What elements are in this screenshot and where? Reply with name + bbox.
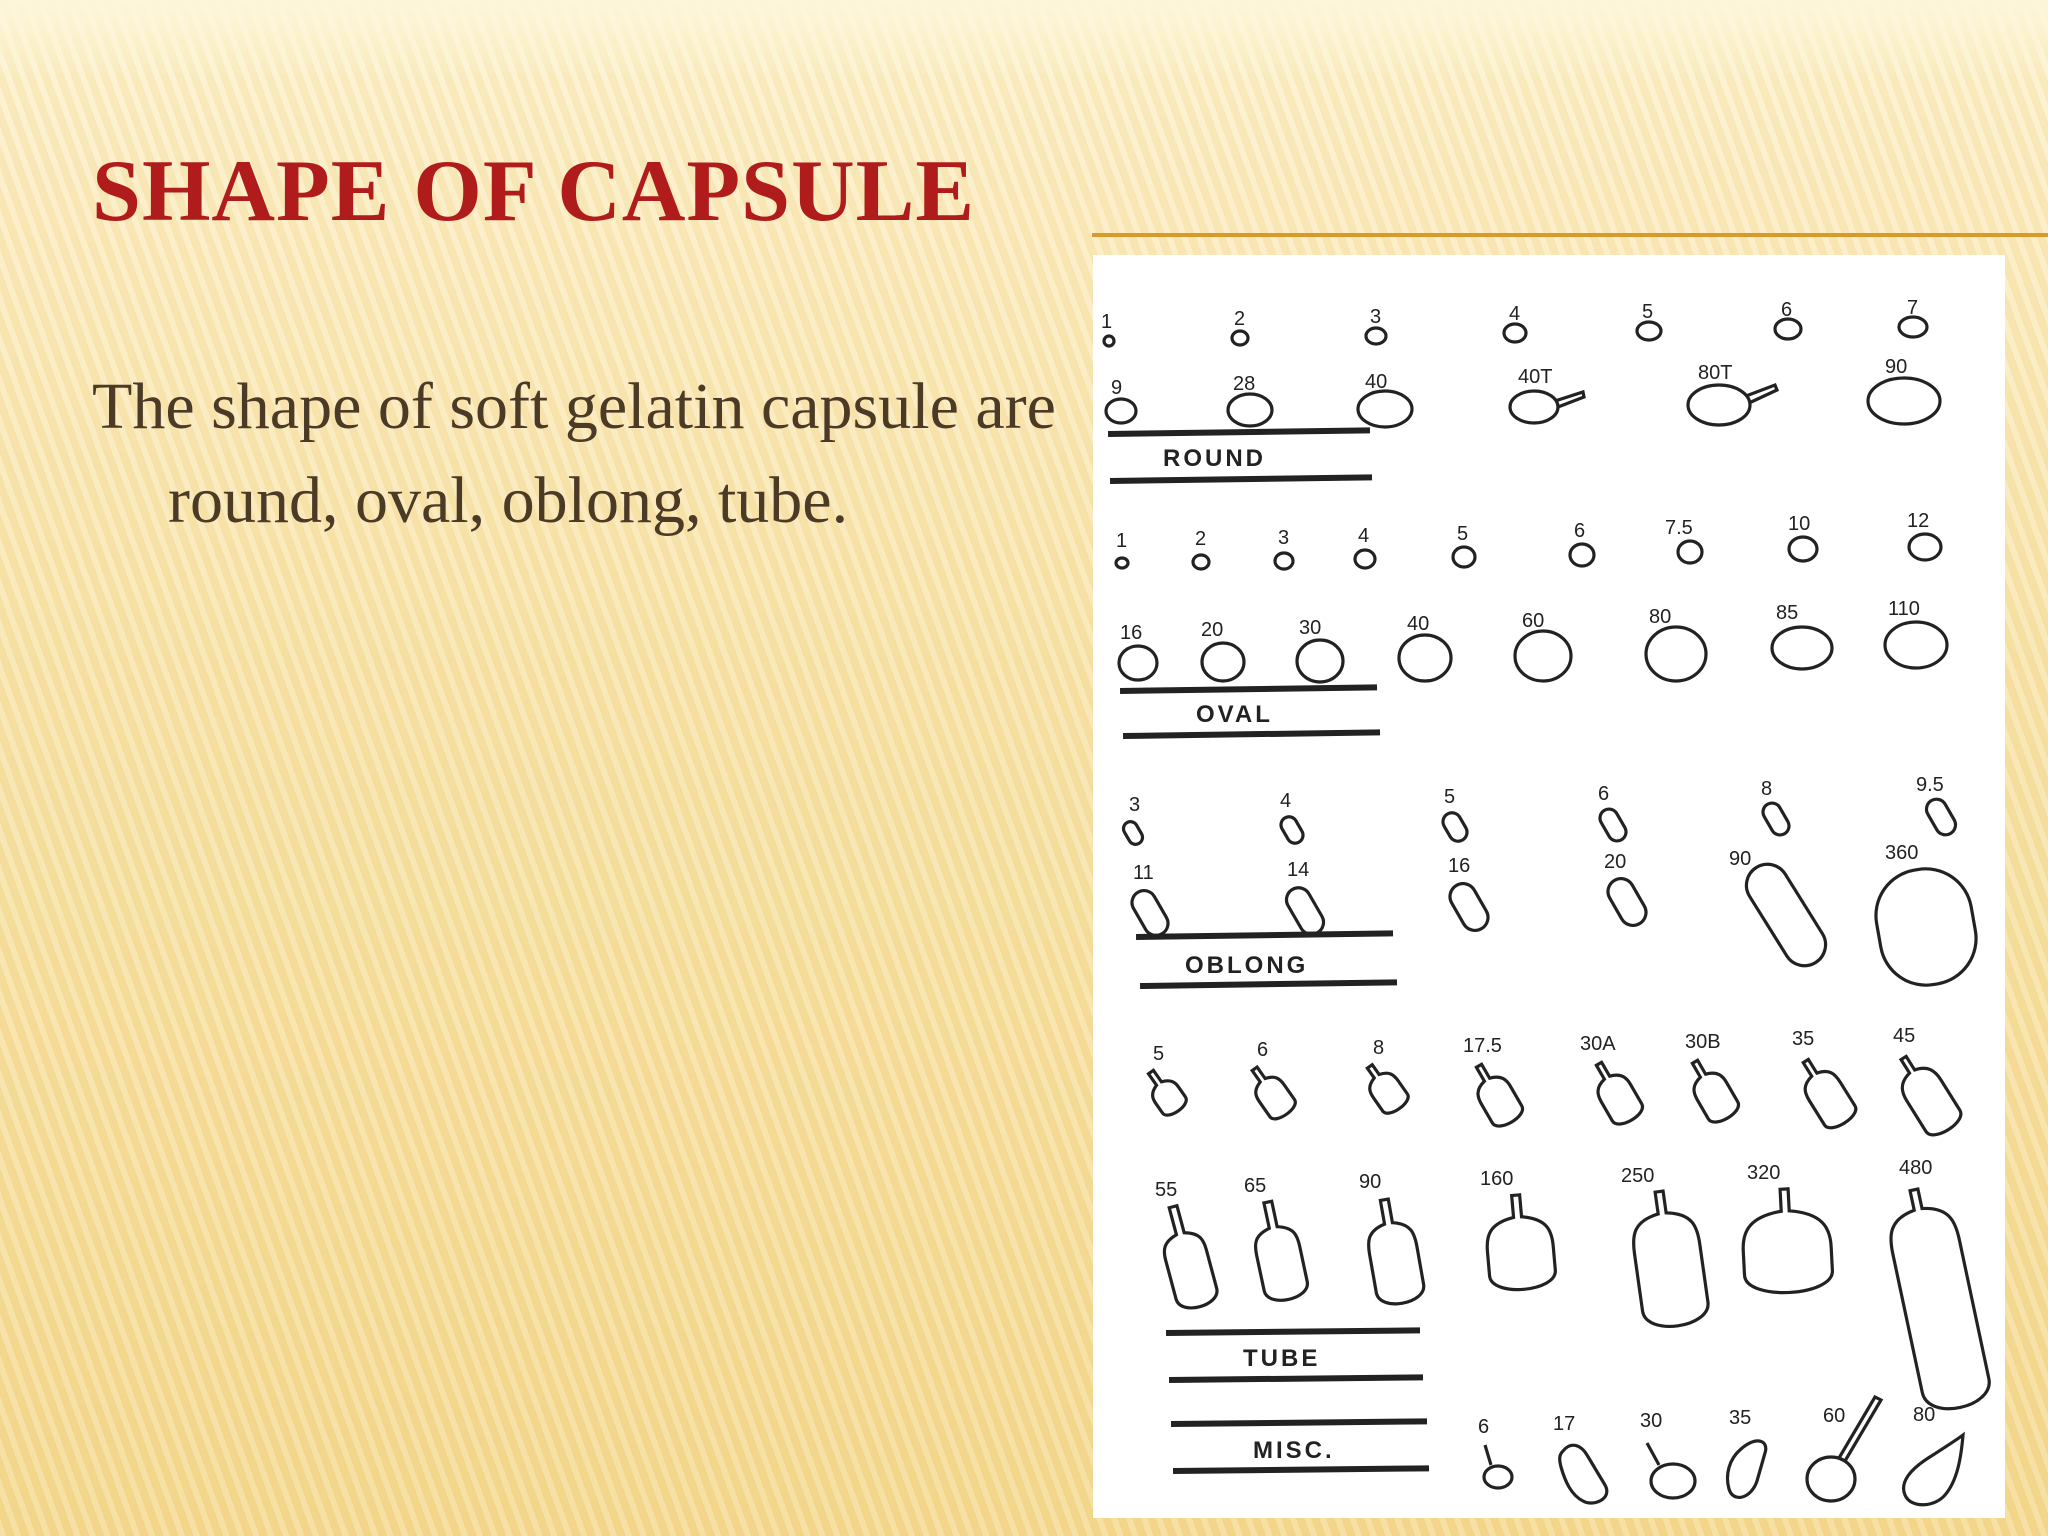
label-tube-90: 90	[1359, 1171, 1382, 1193]
capsule-misc-80	[1904, 1435, 1963, 1505]
capsule-misc-30-body	[1651, 1464, 1695, 1498]
label-tube-250: 250	[1621, 1165, 1655, 1187]
label-oval-5: 5	[1457, 523, 1469, 545]
label-misc-35: 35	[1729, 1407, 1752, 1429]
capsule-oblong-90	[1739, 856, 1834, 973]
capsule-oval-10	[1789, 537, 1817, 561]
capsule-misc-30	[1647, 1443, 1659, 1465]
label-misc-80: 80	[1913, 1404, 1936, 1426]
capsule-tube-35	[1791, 1052, 1860, 1133]
capsule-oval-5	[1453, 547, 1475, 567]
capsule-oblong-6	[1597, 806, 1630, 844]
capsule-round-5	[1637, 322, 1661, 340]
capsule-tube-8	[1358, 1058, 1412, 1117]
capsule-round-3	[1366, 328, 1386, 344]
label-round-3: 3	[1370, 306, 1382, 328]
misc-bar-bottom	[1173, 1465, 1429, 1474]
label-round-4: 4	[1509, 303, 1521, 325]
capsule-oval-16	[1119, 646, 1157, 680]
label-round-90: 90	[1885, 356, 1908, 378]
title-underline	[1092, 233, 2048, 237]
label-tube-160: 160	[1480, 1168, 1514, 1190]
capsule-misc-60-stem	[1839, 1397, 1881, 1461]
capsule-oblong-11	[1128, 886, 1173, 940]
capsule-misc-35	[1728, 1441, 1766, 1498]
oblong-bar-bottom	[1140, 979, 1397, 989]
label-tube-8: 8	[1373, 1037, 1385, 1059]
tube-bar-bottom	[1169, 1374, 1423, 1383]
capsule-tube-90	[1361, 1196, 1427, 1308]
capsule-oval-6	[1570, 544, 1594, 566]
capsule-oval-40	[1399, 635, 1451, 681]
label-tube-35: 35	[1792, 1028, 1815, 1050]
section-oval	[1120, 684, 1380, 739]
label-oblong-16: 16	[1448, 855, 1471, 877]
label-round-1: 1	[1101, 311, 1113, 333]
label-round-40t: 40T	[1518, 366, 1553, 388]
capsule-round-40t	[1510, 391, 1558, 423]
label-oblong-11: 11	[1133, 862, 1154, 884]
label-oval-2: 2	[1195, 528, 1207, 550]
capsule-oval-110	[1885, 622, 1947, 668]
label-oval-10: 10	[1788, 513, 1811, 535]
capsule-tube-250	[1626, 1187, 1710, 1330]
label-tube-65: 65	[1244, 1175, 1267, 1197]
oval-row-1	[1116, 510, 1941, 569]
capsule-tube-6	[1242, 1060, 1298, 1123]
label-oblong-5: 5	[1444, 786, 1456, 808]
capsule-oblong-14	[1282, 883, 1328, 938]
oval-bar-top	[1120, 684, 1377, 694]
capsule-tube-320	[1740, 1187, 1833, 1295]
oblong-bar-top	[1136, 930, 1393, 940]
capsule-round-80t	[1688, 385, 1750, 425]
label-tube-320: 320	[1747, 1162, 1781, 1184]
section-round	[1108, 427, 1372, 484]
label-round-80t: 80T	[1698, 362, 1733, 384]
capsule-oblong-5	[1440, 810, 1471, 845]
label-tube-17-5: 17.5	[1463, 1035, 1502, 1057]
capsule-oval-60	[1515, 631, 1571, 681]
capsule-misc-6	[1485, 1445, 1491, 1465]
capsule-oval-4	[1355, 550, 1375, 568]
label-oblong-14: 14	[1287, 859, 1310, 881]
label-misc-6: 6	[1478, 1416, 1490, 1438]
round-row-2	[1106, 356, 1940, 427]
label-misc-30: 30	[1640, 1410, 1663, 1432]
capsule-tube-30a	[1584, 1055, 1646, 1128]
capsule-oblong-9-5	[1923, 796, 1959, 839]
section-label-oblong: OBLONG	[1185, 952, 1309, 979]
section-label-misc: MISC.	[1253, 1437, 1335, 1464]
capsule-tube-55	[1153, 1201, 1220, 1312]
capsule-tube-30b	[1680, 1053, 1742, 1126]
label-oval-20: 20	[1201, 619, 1224, 641]
label-oblong-90: 90	[1729, 848, 1752, 870]
label-oval-3: 3	[1278, 527, 1290, 549]
label-oval-12: 12	[1907, 510, 1930, 532]
label-tube-480: 480	[1899, 1157, 1933, 1179]
label-round-5: 5	[1642, 301, 1654, 323]
label-tube-45: 45	[1893, 1025, 1916, 1047]
capsule-tube-17-5	[1464, 1057, 1526, 1130]
round-bar-bottom	[1110, 474, 1372, 484]
capsule-round-28	[1228, 394, 1272, 426]
section-label-oval: OVAL	[1196, 701, 1273, 728]
capsule-round-7	[1899, 317, 1927, 337]
oval-row-2	[1119, 598, 1947, 682]
round-bar-top	[1108, 427, 1370, 437]
label-oblong-3: 3	[1129, 794, 1141, 816]
capsule-oblong-8	[1760, 800, 1793, 838]
capsule-oval-1	[1116, 558, 1128, 568]
label-oval-7-5: 7.5	[1665, 517, 1693, 539]
misc-bar-top	[1171, 1418, 1427, 1427]
label-oblong-360: 360	[1885, 842, 1919, 864]
capsule-oval-3	[1275, 553, 1293, 569]
label-oval-6: 6	[1574, 520, 1586, 542]
capsule-oblong-4	[1278, 814, 1306, 846]
tube-row-1	[1139, 1025, 1965, 1140]
label-tube-30a: 30A	[1580, 1033, 1616, 1055]
section-label-round: ROUND	[1163, 445, 1266, 472]
capsule-misc-17	[1560, 1445, 1607, 1503]
oblong-row-1	[1121, 774, 1959, 847]
capsule-round-90	[1868, 378, 1940, 424]
capsule-misc-60	[1807, 1457, 1855, 1501]
section-misc	[1171, 1418, 1429, 1474]
top-band	[0, 0, 2048, 80]
label-oval-4: 4	[1358, 525, 1370, 547]
section-tube	[1166, 1327, 1423, 1383]
tube-bar-top	[1166, 1327, 1420, 1336]
capsule-oval-85	[1772, 627, 1832, 669]
body-text: The shape of soft gelatin capsule are round, oval, oblong, tube.	[92, 370, 1056, 537]
capsule-misc-6-body	[1484, 1466, 1512, 1488]
round-row-1	[1101, 297, 1927, 346]
label-tube-6: 6	[1257, 1039, 1269, 1061]
capsule-round-40	[1358, 391, 1412, 427]
capsule-oblong-360	[1869, 862, 1984, 993]
label-oval-40: 40	[1407, 613, 1430, 635]
label-oval-80: 80	[1649, 606, 1672, 628]
capsule-round-2	[1232, 331, 1248, 345]
label-oval-16: 16	[1120, 622, 1143, 644]
slide-title: SHAPE OF CAPSULE	[92, 143, 976, 240]
label-round-6: 6	[1781, 299, 1793, 321]
label-oblong-8: 8	[1761, 778, 1773, 800]
capsule-round-4	[1504, 324, 1526, 342]
label-oval-85: 85	[1776, 602, 1799, 624]
label-oval-110: 110	[1888, 598, 1920, 620]
misc-row	[1478, 1397, 1963, 1505]
section-label-tube: TUBE	[1243, 1345, 1321, 1372]
label-oval-60: 60	[1522, 610, 1545, 632]
section-oblong	[1136, 930, 1397, 989]
capsule-tube-45	[1887, 1047, 1966, 1140]
capsule-oblong-3	[1121, 819, 1145, 847]
capsule-round-6	[1775, 319, 1801, 339]
label-oblong-20: 20	[1604, 851, 1627, 873]
capsule-oval-80	[1646, 627, 1706, 681]
capsule-oblong-16	[1445, 879, 1493, 935]
capsule-tube-480	[1881, 1183, 1994, 1415]
oval-bar-bottom	[1123, 729, 1380, 739]
label-round-2: 2	[1234, 308, 1246, 330]
capsule-shapes-figure	[1093, 255, 2005, 1518]
label-oval-1: 1	[1116, 530, 1128, 552]
label-misc-60: 60	[1823, 1405, 1846, 1427]
capsule-oval-30	[1297, 640, 1343, 682]
label-tube-55: 55	[1155, 1179, 1178, 1201]
capsule-round-9	[1106, 399, 1136, 423]
label-round-28: 28	[1233, 373, 1256, 395]
label-round-7: 7	[1907, 297, 1919, 319]
label-round-40: 40	[1365, 371, 1388, 393]
capsule-tube-65	[1246, 1197, 1310, 1303]
label-oblong-4: 4	[1280, 790, 1292, 812]
label-oval-30: 30	[1299, 617, 1322, 639]
capsule-round-1	[1104, 336, 1114, 346]
label-tube-5: 5	[1153, 1043, 1165, 1065]
capsule-oval-12	[1909, 534, 1941, 560]
capsule-tube-160	[1483, 1192, 1557, 1292]
capsule-oblong-20	[1603, 874, 1651, 930]
label-tube-30b: 30B	[1685, 1031, 1721, 1053]
label-round-9: 9	[1111, 377, 1123, 399]
label-oblong-9-5: 9.5	[1916, 774, 1944, 796]
label-oblong-6: 6	[1598, 783, 1610, 805]
label-misc-17: 17	[1553, 1413, 1576, 1435]
capsule-oval-2	[1193, 555, 1209, 569]
capsule-oval-20	[1202, 643, 1244, 681]
capsule-oval-7-5	[1678, 541, 1702, 563]
capsule-tube-5	[1139, 1064, 1189, 1119]
